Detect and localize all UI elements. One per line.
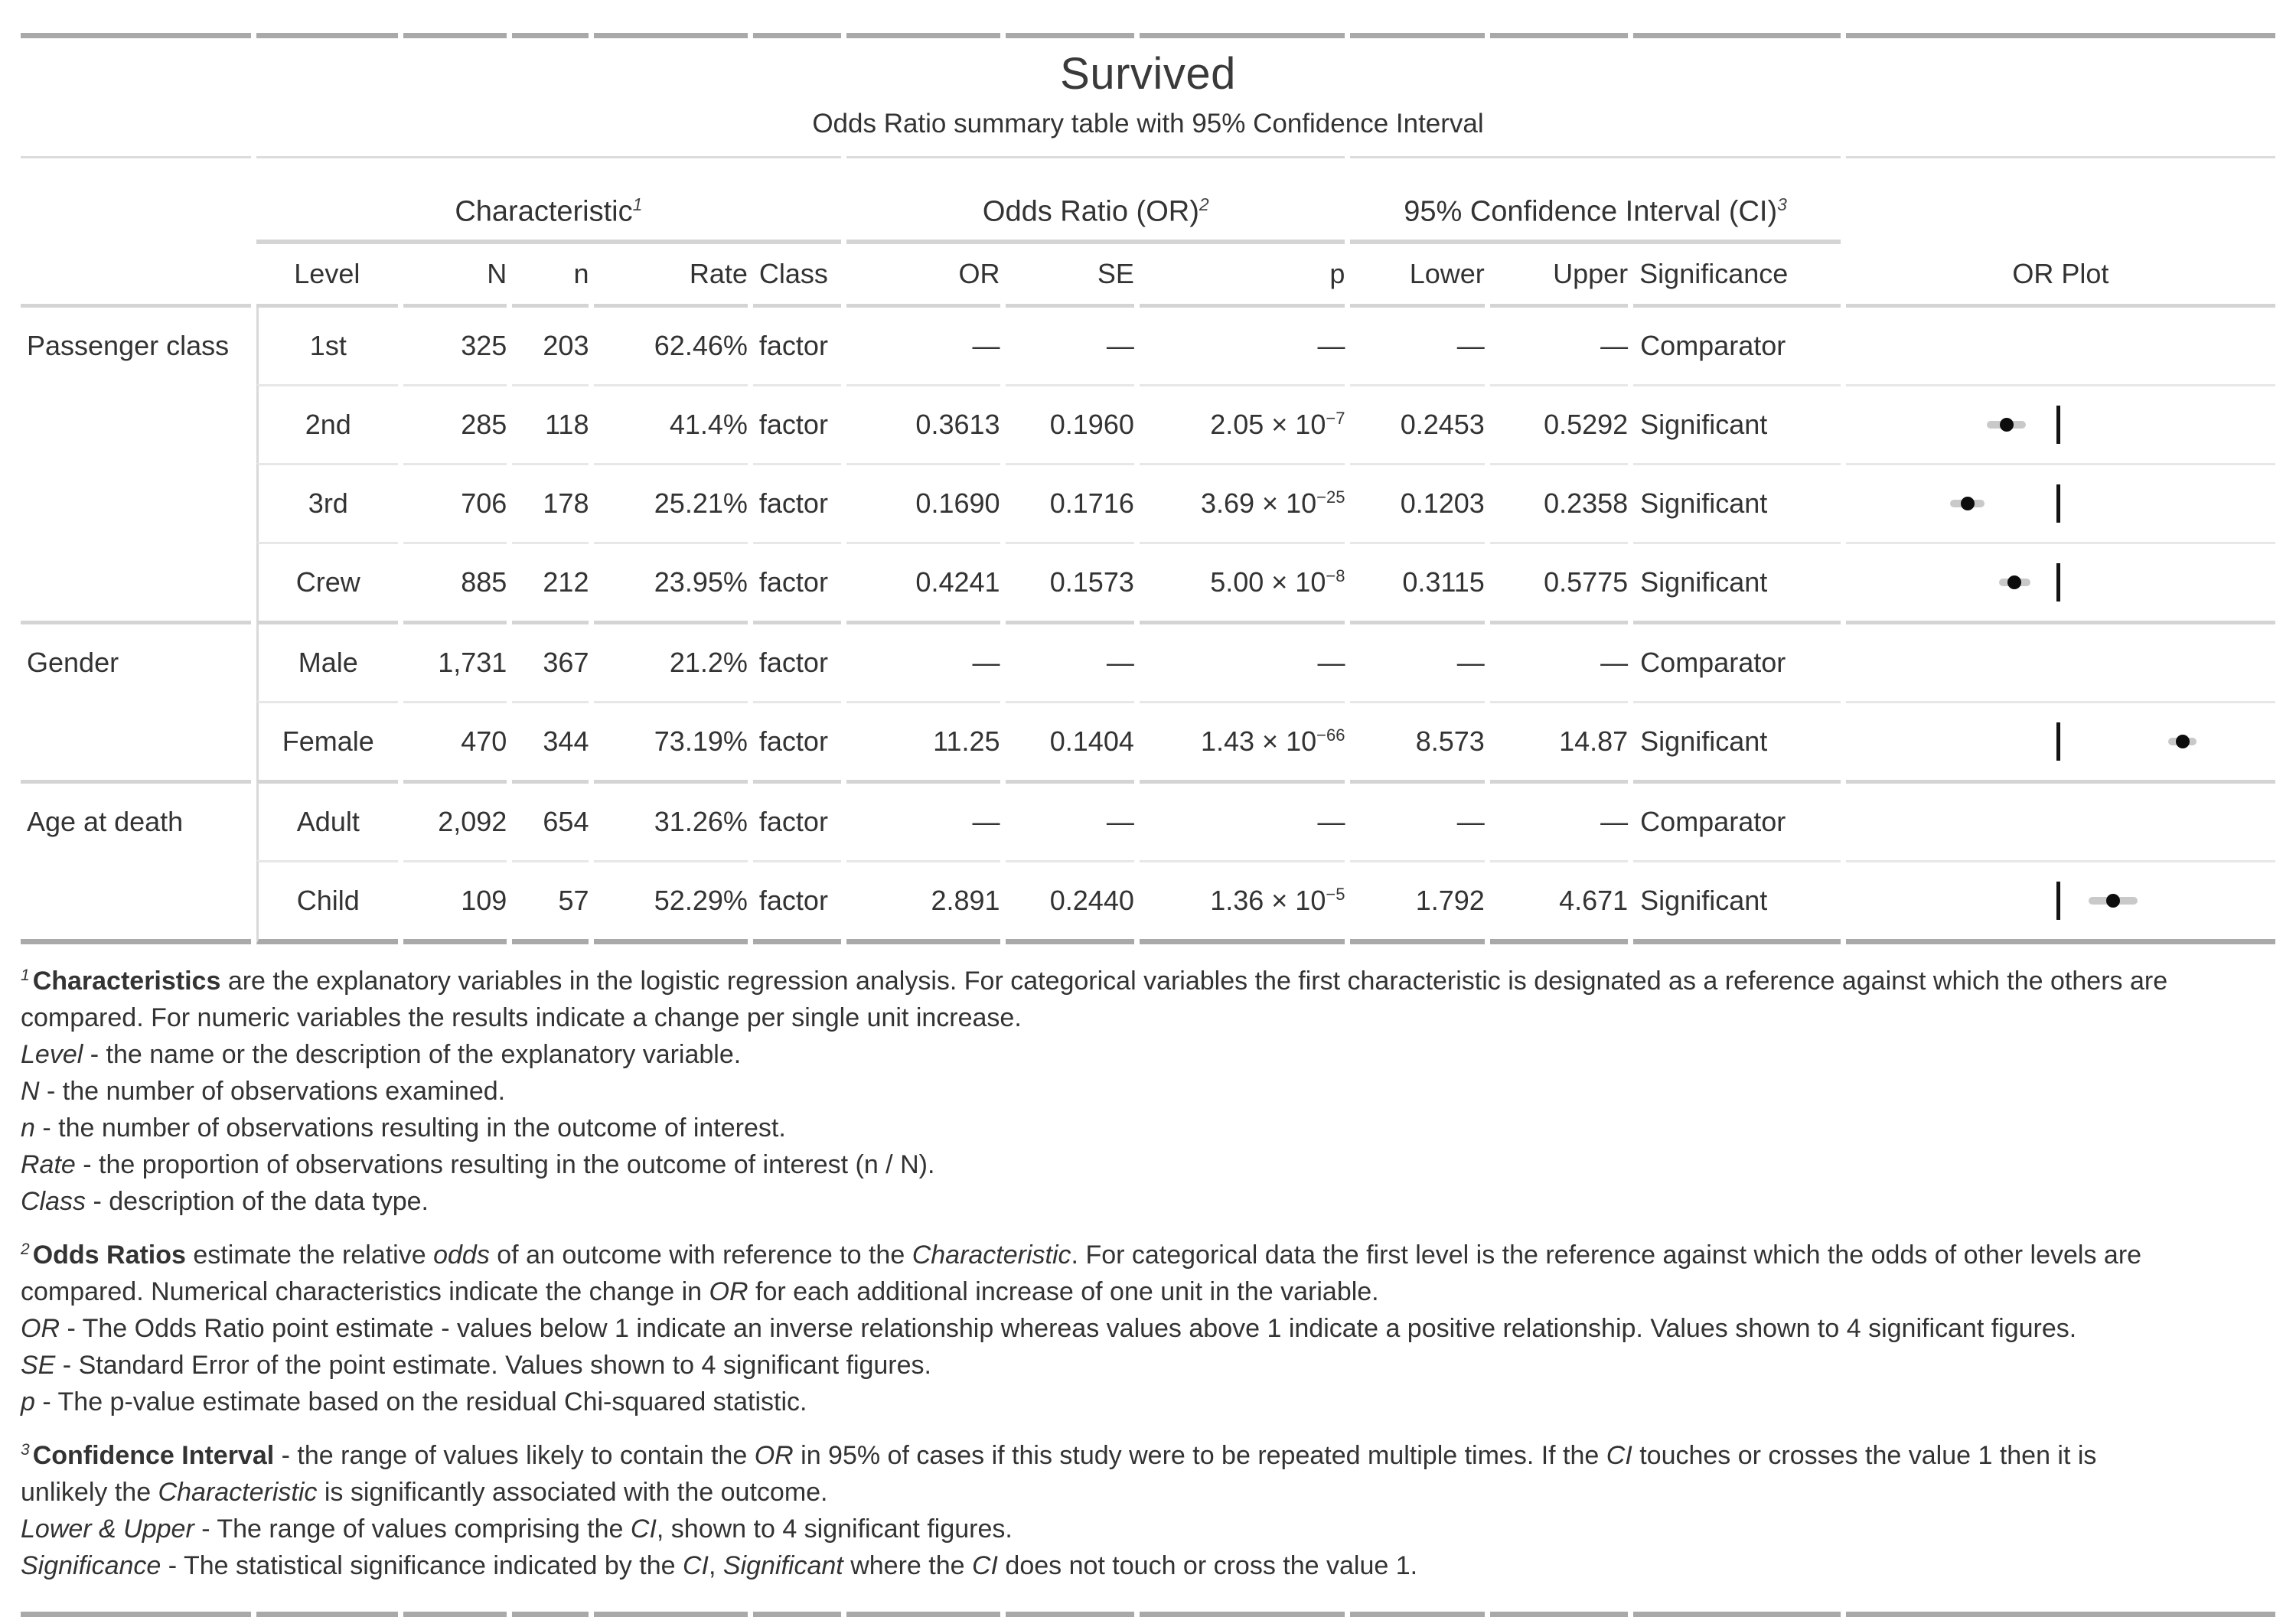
cell-or-plot xyxy=(1846,308,2275,384)
cell-level: Male xyxy=(256,621,398,701)
table-row xyxy=(21,860,2275,944)
odds-ratio-summary-table xyxy=(15,33,2281,1617)
or-point xyxy=(2176,735,2190,748)
cell-or-plot xyxy=(1846,463,2275,542)
cell-level: 1st xyxy=(256,308,398,384)
footnote-line: compared. For numeric variables the results indicate a change per single unit increase. xyxy=(21,1003,1022,1032)
or-forest-plot xyxy=(1846,703,2275,780)
cell-rate: 52.29% xyxy=(594,860,747,944)
footnote-block-1 xyxy=(21,963,2275,1220)
cell-level: Crew xyxy=(256,542,398,621)
table-row xyxy=(21,308,2275,384)
cell-significance: Significant xyxy=(1633,701,1841,780)
footnote-line: compared. Numerical characteristics indicate the change in OR for each additional increase of one unit in the variable. xyxy=(21,1277,1379,1306)
footnote-line: n - the number of observations resulting in the outcome of interest. xyxy=(21,1113,786,1143)
table-row xyxy=(21,463,2275,542)
or-point xyxy=(1961,497,1975,510)
cell-or-plot xyxy=(1846,384,2275,463)
table-row xyxy=(21,542,2275,621)
cell-N: 325 xyxy=(461,330,507,361)
cell-N: 1,731 xyxy=(403,621,507,701)
cell-p: $2.05 \times 10^{-7}$ xyxy=(1140,384,1345,463)
cell-lower: 0.3115 xyxy=(1350,542,1484,621)
cell-N: 706 xyxy=(403,463,507,542)
footnote-line: p - The p-value estimate based on the residual Chi-squared statistic. xyxy=(21,1387,807,1417)
footnote-block-3 xyxy=(21,1437,2275,1584)
column-header-significance: Significance xyxy=(1633,244,1841,308)
cell-group-label xyxy=(21,463,251,542)
cell-p: — xyxy=(1140,621,1345,701)
cell-level: 2nd xyxy=(256,384,398,463)
or-reference-line xyxy=(2056,882,2060,920)
cell-class: factor xyxy=(753,780,841,860)
cell-rate: 73.19% xyxy=(594,701,747,780)
cell-or-plot xyxy=(1846,621,2275,701)
group-header-characteristic-label: Characteristic xyxy=(455,196,633,228)
group-header-characteristic xyxy=(256,156,842,244)
cell-se: 0.1404 xyxy=(1006,701,1134,780)
or-reference-line xyxy=(2056,406,2060,444)
cell-group-label xyxy=(21,542,251,621)
cell-rate: 23.95% xyxy=(594,542,747,621)
column-header-upper: Upper xyxy=(1490,244,1628,308)
column-header-or-plot: OR Plot xyxy=(1846,244,2275,308)
cell-se: 0.2440 xyxy=(1006,860,1134,944)
cell-or: 0.4241 xyxy=(846,542,1000,621)
or-reference-line xyxy=(2056,484,2060,523)
table-row xyxy=(21,701,2275,780)
cell-class: factor xyxy=(753,384,841,463)
footnote-line: Significance - The statistical significance indicated by the CI, Significant where the CI does not touch or cross the value 1. xyxy=(21,1551,1418,1580)
cell-lower: — xyxy=(1350,621,1484,701)
cell-lower: — xyxy=(1456,330,1485,361)
group-header-odds-ratio xyxy=(846,156,1345,244)
cell-class: factor xyxy=(753,701,841,780)
cell-rate: 62.46% xyxy=(654,330,748,361)
cell-or: — xyxy=(846,780,1000,860)
cell-n: 654 xyxy=(512,780,589,860)
cell-or-plot xyxy=(1846,780,2275,860)
footnote-line: Level - the name or the description of the explanatory variable. xyxy=(21,1040,742,1069)
cell-N: 285 xyxy=(403,384,507,463)
cell-p: $1.36 \times 10^{-5}$ xyxy=(1140,860,1345,944)
cell-group-label xyxy=(21,860,251,944)
cell-n: 203 xyxy=(543,330,589,361)
footnote-marker-2: 2 xyxy=(1199,194,1209,215)
footnote-line: Lower & Upper - The range of values comprising the CI, shown to 4 significant figures. xyxy=(21,1514,1013,1544)
cell-or-plot xyxy=(1846,701,2275,780)
cell-significance: Significant xyxy=(1633,860,1841,944)
cell-significance: Significant xyxy=(1633,463,1841,542)
footnote-line: Rate - the proportion of observations resulting in the outcome of interest (n / N). xyxy=(21,1150,935,1179)
cell-or-plot xyxy=(1846,860,2275,944)
cell-group-label: Gender xyxy=(21,621,251,701)
cell-lower: 8.573 xyxy=(1350,701,1484,780)
cell-significance: Significant xyxy=(1633,384,1841,463)
cell-N: 470 xyxy=(403,701,507,780)
cell-class: factor xyxy=(758,330,828,361)
cell-upper: 4.671 xyxy=(1490,860,1628,944)
cell-significance: Significant xyxy=(1633,542,1841,621)
or-point xyxy=(2000,418,2014,432)
cell-class: factor xyxy=(753,621,841,701)
cell-or: — xyxy=(972,330,1000,361)
cell-p: — xyxy=(1140,780,1345,860)
column-header-lower: Lower xyxy=(1350,244,1484,308)
cell-significance: Comparator xyxy=(1633,621,1841,701)
or-forest-plot xyxy=(1846,386,2275,463)
cell-n: 178 xyxy=(512,463,589,542)
column-header-p: p xyxy=(1140,244,1345,308)
footnote-line: unlikely the Characteristic is significantly associated with the outcome. xyxy=(21,1478,828,1507)
column-header-or: OR xyxy=(846,244,1000,308)
cell-upper: 0.5775 xyxy=(1490,542,1628,621)
cell-rate: 41.4% xyxy=(594,384,747,463)
column-group-header-row xyxy=(21,156,2275,244)
footnote-line: Class - description of the data type. xyxy=(21,1187,429,1216)
cell-lower: 0.2453 xyxy=(1350,384,1484,463)
or-reference-line xyxy=(2056,722,2060,761)
footnotes-row xyxy=(21,944,2275,1612)
table-row xyxy=(21,621,2275,701)
bottom-rule xyxy=(21,1612,2275,1617)
cell-upper: — xyxy=(1490,621,1628,701)
cell-or: 0.1690 xyxy=(846,463,1000,542)
or-point xyxy=(2007,575,2021,589)
footnote-marker-3: 3 xyxy=(1777,194,1787,215)
cell-upper: — xyxy=(1600,330,1629,361)
cell-or: 0.3613 xyxy=(846,384,1000,463)
cell-or: 2.891 xyxy=(846,860,1000,944)
cell-p: $3.69 \times 10^{-25}$ xyxy=(1140,463,1345,542)
cell-se: 0.1960 xyxy=(1006,384,1134,463)
top-rule xyxy=(21,33,2275,38)
cell-or: — xyxy=(846,621,1000,701)
column-header-class: Class xyxy=(753,244,841,308)
column-header-se: SE xyxy=(1006,244,1134,308)
footnote-line: $^1$ Characteristics are the explanatory variables in the logistic regression analysis. For categorical variables the first characteristic is designated as a reference against which the others are xyxy=(21,966,2168,996)
footnote-line: SE - Standard Error of the point estimate. Values shown to 4 significant figures. xyxy=(21,1351,931,1380)
footnotes xyxy=(21,963,2275,1584)
page-subtitle: Odds Ratio summary table with 95% Confidence Interval xyxy=(812,109,1484,139)
cell-p: — xyxy=(1317,330,1345,361)
group-header-confidence-interval xyxy=(1350,156,1840,244)
cell-se: — xyxy=(1006,780,1134,860)
cell-lower: — xyxy=(1350,780,1484,860)
cell-rate: 31.26% xyxy=(594,780,747,860)
or-forest-plot xyxy=(1846,544,2275,621)
cell-se: — xyxy=(1006,621,1134,701)
cell-class: factor xyxy=(753,463,841,542)
cell-or: 11.25 xyxy=(846,701,1000,780)
cell-significance: Comparator xyxy=(1633,780,1841,860)
cell-N: 885 xyxy=(403,542,507,621)
footnote-line: OR - The Odds Ratio point estimate - values below 1 indicate an inverse relationship whereas values above 1 indicate a positive relationship. Values shown to 4 significant figures. xyxy=(21,1314,2077,1343)
footnote-line: $^2$ Odds Ratios estimate the relative odds of an outcome with reference to the Characteristic. For categorical data the first level is the reference against which the odds of other levels are xyxy=(21,1240,2142,1270)
cell-n: 118 xyxy=(512,384,589,463)
cell-group-label: Age at death xyxy=(21,780,251,860)
cell-se: — xyxy=(1106,330,1134,361)
cell-level: 3rd xyxy=(256,463,398,542)
footnote-marker-1: 1 xyxy=(632,194,643,215)
cell-rate: 25.21% xyxy=(594,463,747,542)
cell-se: 0.1716 xyxy=(1006,463,1134,542)
column-header-N: N xyxy=(403,244,507,308)
table-row xyxy=(21,384,2275,463)
or-forest-plot xyxy=(1846,862,2275,939)
page-title: Survived xyxy=(1060,48,1236,99)
cell-upper: 14.87 xyxy=(1490,701,1628,780)
cell-n: 57 xyxy=(512,860,589,944)
cell-group-label xyxy=(21,701,251,780)
cell-significance: Comparator xyxy=(1640,330,1786,361)
column-header-spacer xyxy=(21,244,251,308)
cell-group-label xyxy=(21,384,251,463)
title-row xyxy=(21,38,2275,109)
or-forest-plot xyxy=(1846,465,2275,542)
cell-or-plot xyxy=(1846,542,2275,621)
cell-level: Adult xyxy=(256,780,398,860)
column-header-rate: Rate xyxy=(594,244,747,308)
subtitle-row xyxy=(21,109,2275,156)
group-header-confidence-interval-label: 95% Confidence Interval (CI) xyxy=(1404,196,1778,228)
group-header-odds-ratio-label: Odds Ratio (OR) xyxy=(982,196,1199,228)
cell-level: Child xyxy=(256,860,398,944)
cell-group-label: Passenger class xyxy=(27,330,230,361)
cell-n: 367 xyxy=(512,621,589,701)
column-header-n: n xyxy=(512,244,589,308)
cell-upper: 0.5292 xyxy=(1490,384,1628,463)
cell-upper: — xyxy=(1490,780,1628,860)
cell-lower: 1.792 xyxy=(1350,860,1484,944)
footnote-line: N - the number of observations examined. xyxy=(21,1077,506,1106)
table-body xyxy=(21,308,2275,944)
cell-n: 212 xyxy=(512,542,589,621)
footnote-block-2 xyxy=(21,1237,2275,1420)
cell-upper: 0.2358 xyxy=(1490,463,1628,542)
column-header-row xyxy=(21,244,2275,308)
cell-class: factor xyxy=(753,860,841,944)
cell-se: 0.1573 xyxy=(1006,542,1134,621)
cell-rate: 21.2% xyxy=(594,621,747,701)
cell-N: 109 xyxy=(403,860,507,944)
cell-level: Female xyxy=(256,701,398,780)
cell-class: factor xyxy=(753,542,841,621)
column-header-level: Level xyxy=(256,244,398,308)
footnote-line: $^3$ Confidence Interval - the range of values likely to contain the OR in 95% of cases if this study were to be repeated multiple times. If the CI touches or crosses the value 1 then it is xyxy=(21,1440,2097,1470)
or-reference-line xyxy=(2056,563,2060,601)
table-row xyxy=(21,780,2275,860)
cell-p: $1.43 \times 10^{-66}$ xyxy=(1140,701,1345,780)
cell-n: 344 xyxy=(512,701,589,780)
cell-p: $5.00 \times 10^{-8}$ xyxy=(1140,542,1345,621)
cell-N: 2,092 xyxy=(403,780,507,860)
or-point xyxy=(2106,894,2120,908)
cell-lower: 0.1203 xyxy=(1350,463,1484,542)
